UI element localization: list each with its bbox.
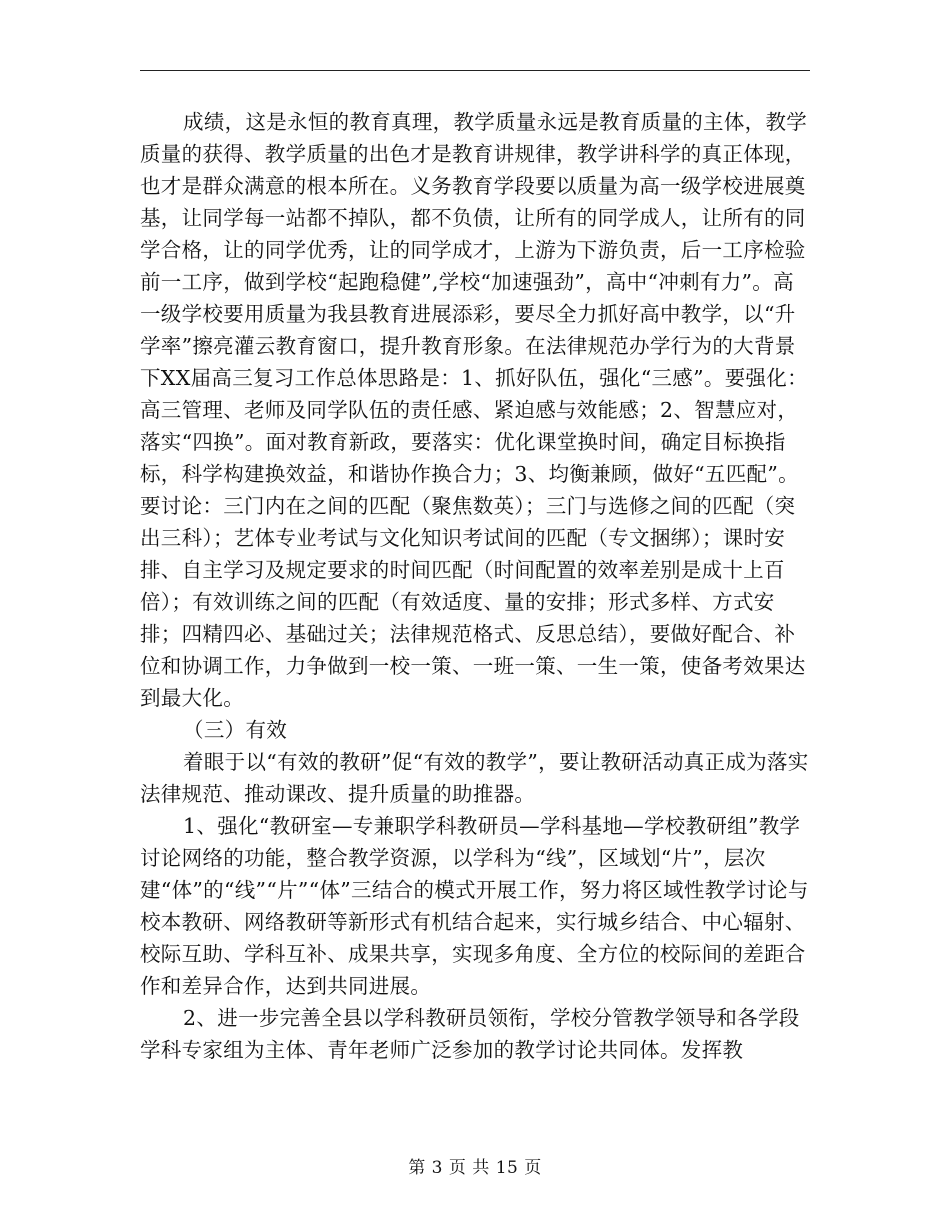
paragraph-item-2: 2、进一步完善全县以学科教研员领衔，学校分管教学领导和各学段学科专家组为主体、青年老师广泛参加的教学讨论共同体。发挥教 — [140, 1006, 800, 1062]
header-rule — [140, 70, 810, 71]
paragraph-effective-research: 着眼于以“有效的教研”促“有效的教学”，要让教研活动真正成为落实法律规范、推动课改、提升质量的助推器。 — [140, 750, 809, 806]
paragraph-item-1: 1、强化“教研室—专兼职学科教研员—学科基地—学校教研组”教学讨论网络的功能，整合教学资源，以学科为“线”，区域划“片”，层次建“体”的“线”“片”“体”三结合的模式开展工作，努力将区域性教学讨论与校本教研、网络教研等新形式有机结合起来，实行城乡结合、中心辐射、校际互助、学科互补、成果共享，实现多角度、全方位的校际间的差距合作和差异合作，达到共同进展。 — [140, 814, 809, 998]
section-heading-effective: （三）有效 — [183, 718, 288, 742]
paragraph-quality-goals: 成绩，这是永恒的教育真理，教学质量永远是教育质量的主体，教学质量的获得、教学质量的出色才是教育讲规律，教学讲科学的真正体现，也才是群众满意的根本所在。义务教育学段要以质量为高一级学校进展奠基，让同学每一站都不掉队，都不负债，让所有的同学成人，让所有的同学合格，让的同学优秀，让的同学成才，上游为下游负责，后一工序检验前一工序，做到学校“起跑稳健”,学校“加速强劲”，高中“冲刺有力”。高一级学校要用质量为我县教育进展添彩，要尽全力抓好高中教学，以“升学率”擦亮灌云教育窗口，提升教育形象。在法律规范办学行为的大背景下XX届高三复习工作总体思路是：1、抓好队伍，强化“三感”。要强化：高三管理、老师及同学队伍的责任感、紧迫感与效能感；2、智慧应对，落实“四换”。面对教育新政，要落实：优化课堂换时间，确定目标换指标，科学构建换效益，和谐协作换合力；3、均衡兼顾，做好“五匹配”。要讨论：三门内在之间的匹配（聚焦数英）；三门与选修之间的匹配（突出三科）；艺体专业考试与文化知识考试间的匹配（专文捆绑）；课时安排、自主学习及规定要求的时间匹配（时间配置的效率差别是成十上百倍）；有效训练之间的匹配（有效适度、量的安排；形式多样、方式安排；四精四必、基础过关；法律规范格式、反思总结），要做好配合、补位和协调工作，力争做到一校一策、一班一策、一生一策，使备考效果达到最大化。 — [140, 110, 808, 710]
document-body — [140, 106, 812, 1066]
page-number-footer: 第 3 页 共 15 页 — [408, 1158, 542, 1178]
